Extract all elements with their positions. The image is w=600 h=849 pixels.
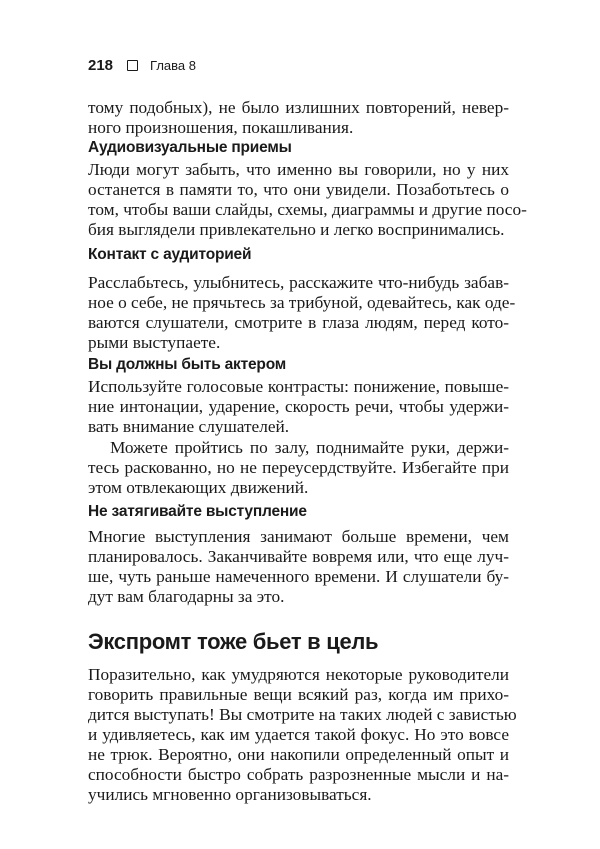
text-line: не трюк. Вероятно, они накопили определенный опыт и <box>88 745 509 764</box>
text-line: Расслабьтесь, улыбнитесь, расскажите что-нибудь забав- <box>88 273 509 292</box>
text-line: ше, чуть раньше намеченного времени. И слушатели бу- <box>88 567 509 586</box>
paragraph <box>88 665 517 805</box>
text-line: способности быстро собрать разрозненные мысли и на- <box>88 765 509 784</box>
subsection-heading <box>88 355 509 375</box>
text-line: и удивляетесь, как им удается такой фокус. Но это вовсе <box>88 725 509 744</box>
text-line: ние интонации, ударение, скорость речи, чтобы удержи- <box>88 397 509 416</box>
paragraph <box>88 527 509 607</box>
subsection-heading <box>88 245 509 265</box>
paragraph <box>88 377 509 437</box>
continuation-paragraph <box>88 98 509 138</box>
text-line: рыми выступаете. <box>88 333 221 352</box>
text-line: Используйте голосовые контрасты: понижение, повыше- <box>88 377 509 396</box>
text-line: дится выступать! Вы смотрите на таких людей с завистью <box>88 705 517 724</box>
text-line: Можете пройтись по залу, поднимайте руки, держи- <box>110 438 509 457</box>
subsection-heading-text: Не затягивайте выступление <box>88 503 307 520</box>
page-number: 218 <box>88 56 114 74</box>
text-line: Многие выступления занимают больше времени, чем <box>88 527 509 546</box>
text-line: Поразительно, как умудряются некоторые руководители <box>88 665 509 684</box>
running-header <box>88 55 196 75</box>
subsection-heading <box>88 502 509 522</box>
text-line: останется в памяти то, что они увидели. Позаботьтесь о <box>88 180 509 199</box>
text-line: Люди могут забыть, что именно вы говорили, но у них <box>88 160 509 179</box>
text-line: том, чтобы ваши слайды, схемы, диаграммы и другие посо- <box>88 200 527 219</box>
subsection-heading-text: Вы должны быть актером <box>88 356 287 373</box>
section-heading-text: Экспромт тоже бьет в цель <box>88 629 379 654</box>
text-line: тому подобных), не было излишних повторений, невер- <box>88 98 509 117</box>
text-line: говорить правильные вещи всякий раз, когда им прихо- <box>88 685 509 704</box>
subsection-heading-text: Контакт с аудиторией <box>88 246 252 263</box>
text-line: ного произношения, покашливания. <box>88 118 354 137</box>
text-line: ваются слушатели, смотрите в глаза людям, перед кото- <box>88 313 509 332</box>
paragraph <box>88 160 527 240</box>
subsection-heading <box>88 138 509 158</box>
chapter-label: Глава 8 <box>150 57 196 73</box>
text-line: бия выглядели привлекательно и легко воспринимались. <box>88 220 505 239</box>
section-heading <box>88 628 509 656</box>
text-line: дут вам благодарны за это. <box>88 587 285 606</box>
text-line: ное о себе, не прячьтесь за трибуной, одевайтесь, как оде- <box>88 293 516 312</box>
paragraph <box>88 438 509 498</box>
text-line: тесь раскованно, но не переусердствуйте. Избегайте при <box>88 458 509 477</box>
subsection-heading-text: Аудиовизуальные приемы <box>88 139 292 156</box>
text-line: этом отвлекающих движений. <box>88 478 309 497</box>
text-line: планировалось. Заканчивайте вовремя или, что еще луч- <box>88 547 509 566</box>
text-line: учились мгновенно организовываться. <box>88 785 372 804</box>
paragraph <box>88 273 516 353</box>
text-line: вать внимание слушателей. <box>88 417 290 436</box>
square-icon <box>127 60 138 71</box>
